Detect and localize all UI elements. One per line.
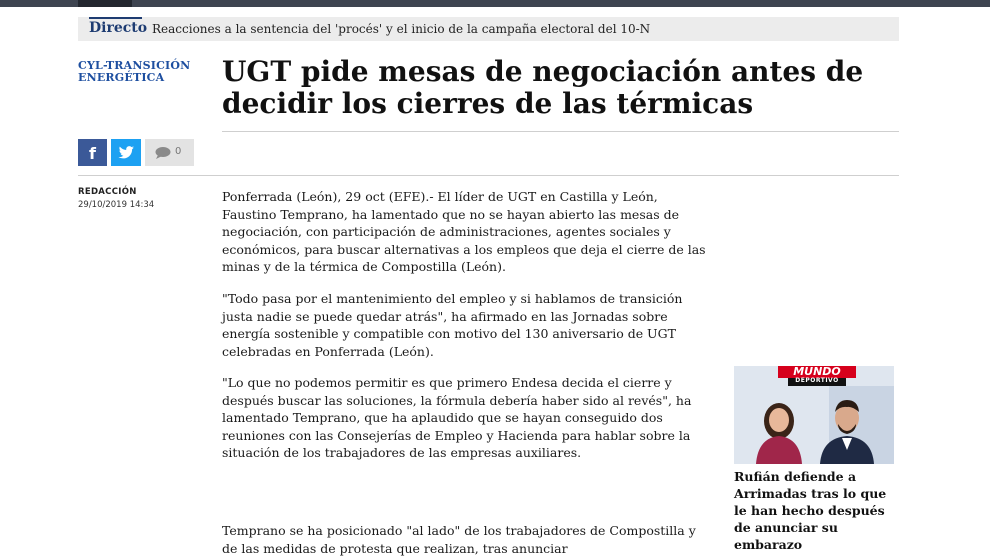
twitter-icon <box>111 139 141 166</box>
paragraph-text: "Todo pasa por el mantenimiento del empleo y si hablamos de transición justa nadie se puede quedar atrás", ha afirmado en las Jornadas sobre energía sostenible y compatible con motivo del 130 aniversario de UGT celebradas en Ponferrada (León). <box>222 291 683 359</box>
article-paragraph-4 <box>222 522 712 557</box>
paragraph-text: "Lo que no podemos permitir es que primero Endesa decida el cierre y después buscar las soluciones, la fórmula debería haber sido al revés", ha lamentado Temprano, que ha aplaudido que se hayan conseguido dos reuniones con las Consejerías de Empleo y Hacienda para hablar sobre la situación de los trabajadores de las empresas auxiliares. <box>222 375 692 460</box>
twitter-share-button[interactable] <box>111 139 141 166</box>
comments-button[interactable] <box>145 139 194 166</box>
logo-text-top: MUNDO <box>793 366 841 378</box>
article-title: UGT pide mesas de negociación antes de decidir los cierres de las térmicas <box>222 55 864 120</box>
share-divider <box>78 175 899 176</box>
ticker-label-underline <box>89 17 142 19</box>
author: REDACCIÓN <box>78 187 137 197</box>
publish-date: 29/10/2019 14:34 <box>78 200 155 210</box>
ticker-headline[interactable]: Reacciones a la sentencia del 'procés' y el inicio de la campaña electoral del 10-N <box>152 22 651 36</box>
top-bar <box>0 0 990 7</box>
section-label[interactable]: CYL-TRANSICIÓN ENERGÉTICA <box>78 59 191 84</box>
promo-card[interactable] <box>734 366 894 553</box>
article-paragraph-2 <box>222 290 712 360</box>
article-paragraph-3 <box>222 374 712 462</box>
paragraph-text: Temprano se ha posicionado "al lado" de los trabajadores de Compostilla y de las medidas de protesta que realizan, tras anunciar <box>222 523 696 556</box>
byline <box>78 187 154 210</box>
mundo-deportivo-logo <box>778 366 856 386</box>
live-ticker[interactable] <box>78 17 899 41</box>
facebook-share-button[interactable] <box>78 139 107 166</box>
svg-text:f: f <box>89 144 96 163</box>
logo-text-bottom: DEPORTIVO <box>795 377 839 384</box>
top-bar-tab[interactable] <box>78 0 132 7</box>
promo-image[interactable] <box>734 366 894 464</box>
paragraph-text: Ponferrada (León), 29 oct (EFE).- El líder de UGT en Castilla y León, Faustino Temprano, ha lamentado que no se hayan abierto las mesas de negociación, con participación de administraciones, agentes sociales y económicos, para buscar alternativas a los empleos que deja el cierre de las minas y de la térmica de Compostilla (León). <box>222 189 706 274</box>
comment-count: 0 <box>175 146 182 157</box>
comment-icon <box>153 139 173 166</box>
article-paragraph-1 <box>222 188 712 276</box>
ticker-label[interactable]: Directo <box>89 20 148 36</box>
title-divider <box>222 131 899 132</box>
facebook-icon <box>78 139 107 166</box>
promo-caption[interactable]: Rufián defiende a Arrimadas tras lo que le han hecho después de anunciar su embarazo <box>734 469 887 552</box>
